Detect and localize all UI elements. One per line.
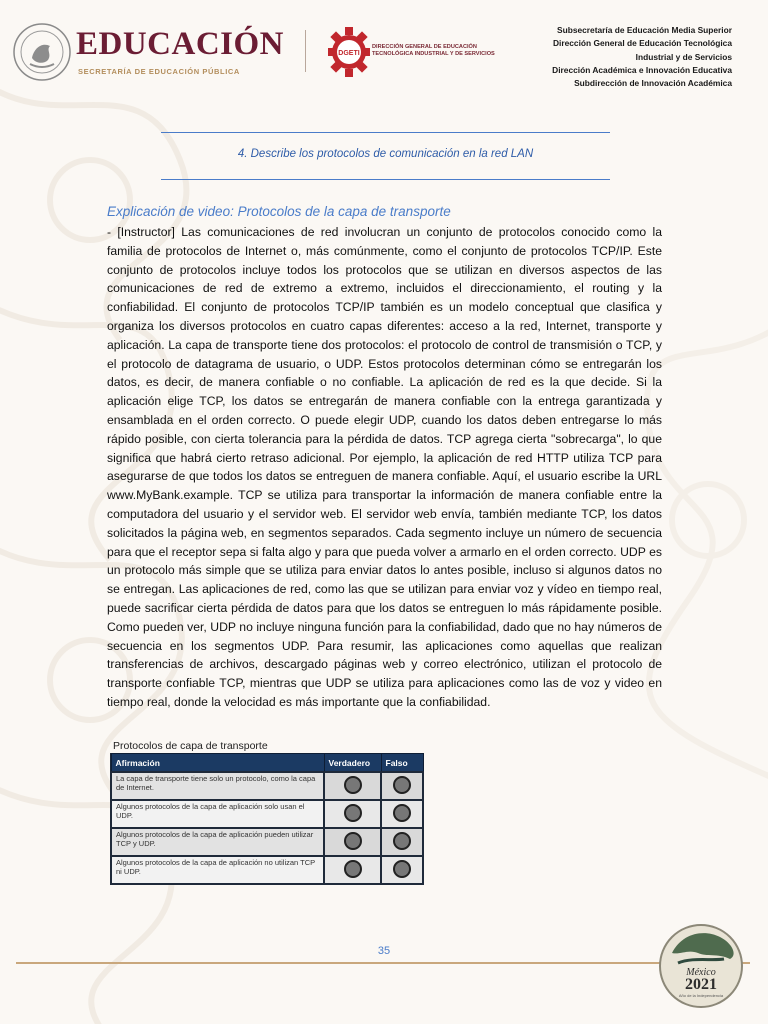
header-line: Dirección Académica e Innovación Educativa [552,64,732,75]
section-title: Explicación de video: Protocolos de la capa de transporte [107,204,451,219]
radio-button-icon[interactable] [344,776,362,794]
svg-text:DGETI: DGETI [338,50,360,57]
question-heading: 4. Describe los protocolos de comunicación en la red LAN [237,148,534,160]
mexican-seal-icon [12,22,72,82]
quiz-table-figure [108,740,420,880]
dgeti-line-1: DIRECCIÓN GENERAL DE EDUCACIÓN [372,44,477,50]
header-false: Falso [381,754,423,773]
page-header [0,0,768,100]
table-row [111,856,423,884]
quiz-caption: Protocolos de capa de transporte [113,740,268,752]
statement-cell: Algunos protocolos de la capa de aplicación no utilizan TCP ni UDP. [111,856,324,884]
header-divider [305,30,306,72]
table-row [111,800,423,828]
header-line: Dirección General de Educación Tecnológica [552,38,732,49]
page-number: 35 [377,945,391,957]
mexico-2021-medal-icon [658,923,744,1009]
radio-button-icon[interactable] [344,804,362,822]
statement-cell: La capa de transporte tiene solo un protocolo, como la capa de Internet. [111,772,324,800]
radio-button-icon[interactable] [393,804,411,822]
quiz-table [110,753,424,885]
header-true: Verdadero [324,754,381,773]
true-option[interactable] [324,856,381,884]
question-top-rule [161,132,610,133]
table-row [111,772,423,800]
brand-title: EDUCACIÓN [76,26,285,62]
true-option[interactable] [324,800,381,828]
radio-button-icon[interactable] [393,860,411,878]
radio-button-icon[interactable] [344,860,362,878]
header-line: Subsecretaría de Educación Media Superior [557,25,732,35]
radio-button-icon[interactable] [393,832,411,850]
true-option[interactable] [324,772,381,800]
video-transcript: - [Instructor] Las comunicaciones de red involucran un conjunto de protocolos conocido como la familia de protocolos de Internet o, más comúnmente, como el conjunto de protocolos TCP/IP. Este conjunto de protocolos incluye todos los protocolos que se utilizan en diversos aspectos de las comunicaciones de red de extremo a extremo, incluidos el direccionamiento, el routing y la confiabilidad. El conjunto de protocolos TCP/IP también es un modelo conceptual que clasifica y organiza los diversos protocolos en cuatro capas diferentes: acceso a la red, Internet, transporte y aplicación. La capa de transporte tiene dos protocolos: el protocolo de control de transmisión o TCP, y el protocolo de datagrama de usuario, o UDP. Estos protocolos determinan cómo se entregarán los datos, es decir, de manera confiable o no confiable. La aplicación de red es la que decide. Si la aplicación elige TCP, los datos se entregarán de manera confiable con la entrega garantizada y ensamblada en el orden correcto. O puede elegir UDP, cuando los datos deben entregarse lo más rápido posible, con cierta tolerancia para la pérdida de datos. TCP agrega cierta "sobrecarga", lo que significa que habrá cierto retraso adicional. Por ejemplo, la aplicación de red HTTP utiliza TCP para asegurarse de que todos los datos se entreguen de manera confiable. Aquí, el usuario escribe la URL www.MyBank.example. TCP se utiliza para transportar la información de manera confiable entre la computadora del usuario y el servidor web. El servidor web envía, también mediante TCP, los datos solicitados la página web, en segmentos separados. Cada segmento incluye un número de secuencia para que el receptor sepa si falta algo y para que pueda volver a armarlo en el orden correcto. UDP es un protocolo más simple que se utiliza para enviar datos lo antes posible, incluso si algunos datos no se entregan. Las aplicaciones de red, como las que se utilizan para enviar voz y vídeo en tiempo real, puede sacrificar cierta pérdida de datos para que los datos se entreguen lo más rápidamente posible. Como pueden ver, UDP no incluye ninguna función para la confiabilidad, dado que no hay números de secuencia en los segmentos UDP. Para resumir, las aplicaciones como aquellas que realizan transferencias de archivos, descargado páginas web y correo electrónico, utilizan el protocolo de transporte confiable TCP, mientras que UDP se utiliza para aplicaciones como las de voz y video en tiempo real, donde la velocidad es más importante que la confiabilidad. [107,225,662,709]
false-option[interactable] [381,772,423,800]
false-option[interactable] [381,828,423,856]
dgeti-gear-logo-icon [326,24,372,82]
brand-subtitle: SECRETARÍA DE EDUCACIÓN PÚBLICA [78,67,240,76]
statement-cell: Algunos protocolos de la capa de aplicación solo usan el UDP. [111,800,324,828]
question-bottom-rule [161,179,610,180]
false-option[interactable] [381,856,423,884]
radio-button-icon[interactable] [393,776,411,794]
header-institution-info [552,24,732,90]
footer-rule [16,962,750,964]
header-line: Industrial y de Servicios [635,51,732,62]
header-statement: Afirmación [111,754,324,773]
false-option[interactable] [381,800,423,828]
dgeti-text [372,44,512,58]
true-option[interactable] [324,828,381,856]
table-row [111,828,423,856]
dgeti-line-2: TECNOLÓGICA INDUSTRIAL Y DE SERVICIOS [372,51,495,57]
svg-text:Año de la Independencia: Año de la Independencia [678,993,724,998]
svg-text:2021: 2021 [685,976,717,993]
statement-cell: Algunos protocolos de la capa de aplicación pueden utilizar TCP y UDP. [111,828,324,856]
radio-button-icon[interactable] [344,832,362,850]
svg-text:México: México [686,967,716,978]
header-line: Subdirección de Innovación Académica [574,78,732,89]
